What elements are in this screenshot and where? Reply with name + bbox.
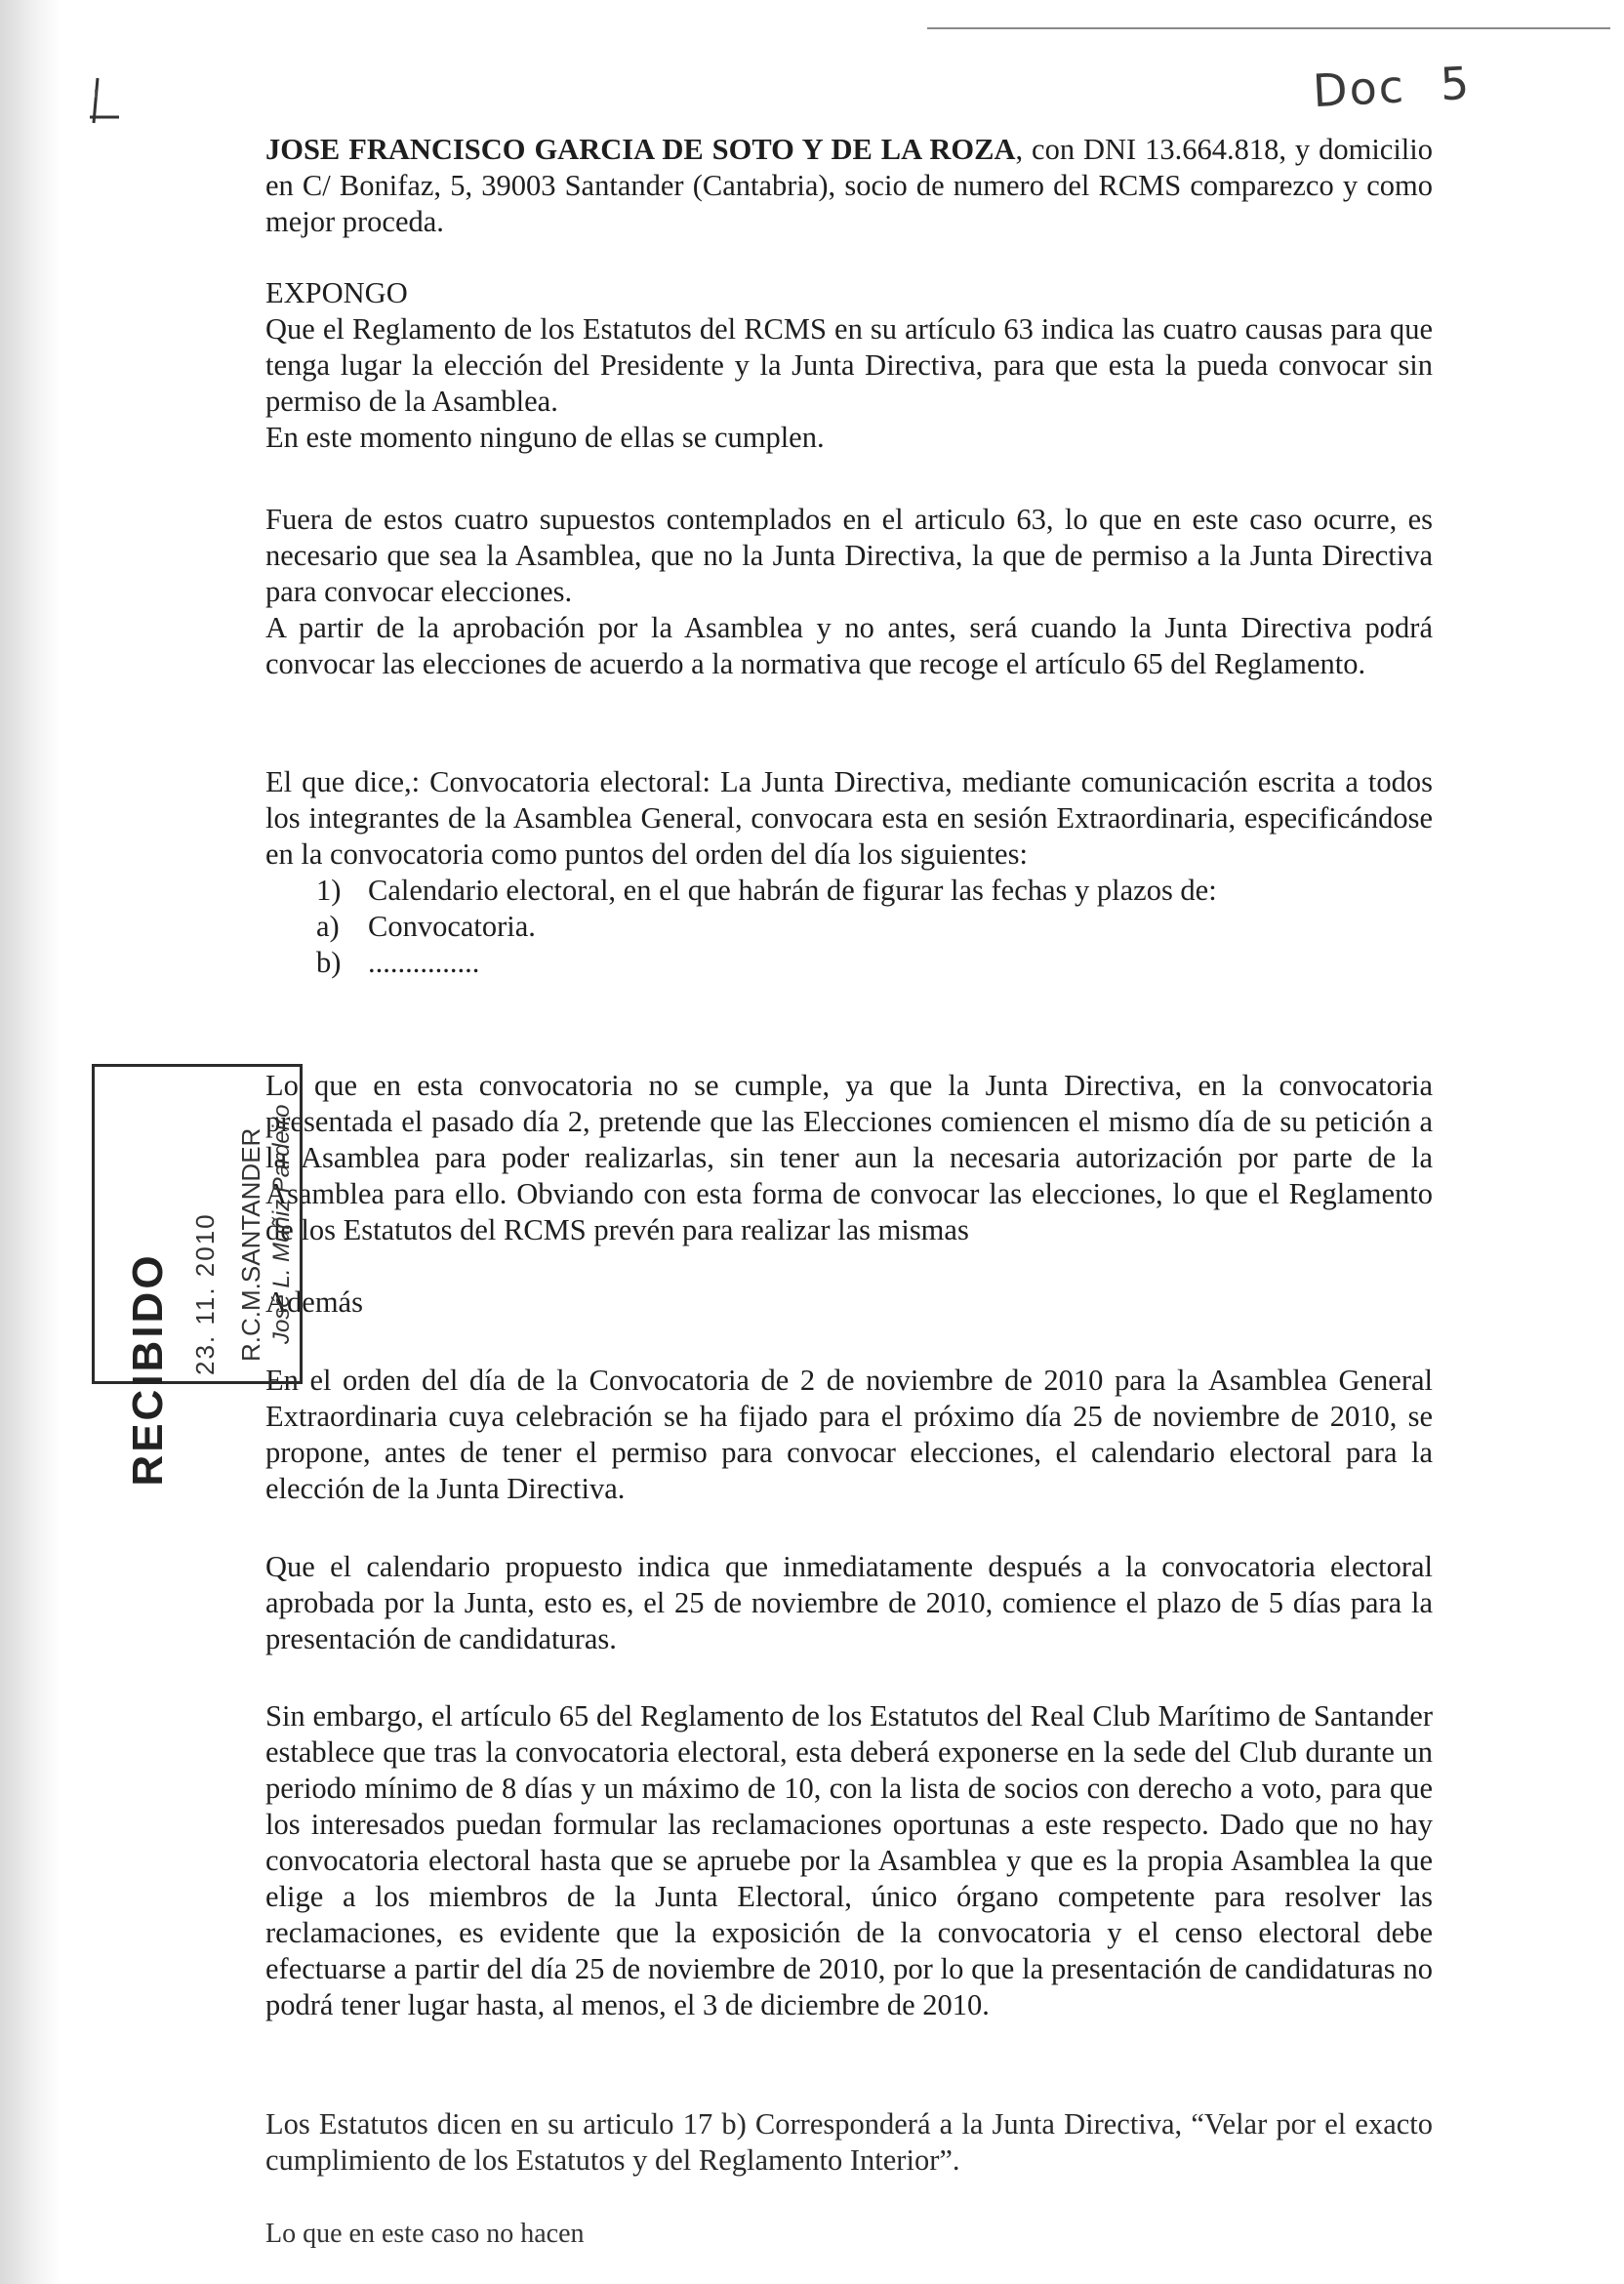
list-item-1-text: Calendario electoral, en el que habrán de figurar las fechas y plazos de: (368, 874, 1217, 907)
list-item-b-number: b) (316, 946, 342, 979)
ademas-paragraph-5: Lo que en este caso no hacen (265, 2219, 585, 2249)
expongo-paragraph-1: Que el Reglamento de los Estatutos del RCMS en su artículo 63 indica las cuatro causas para que tenga lugar la elección del Presidente y la Junta Directiva, para que esta la pueda convocar sin permiso de la Asamblea. (265, 312, 1433, 418)
stamp-signature: José L. Muñiz Pardeiro (268, 1104, 295, 1344)
handwritten-corner-mark (84, 74, 142, 133)
intro-name: JOSE FRANCISCO GARCIA DE SOTO Y DE LA ROZA (265, 133, 1016, 166)
stamp-date: 23. 11. 2010 (190, 1212, 220, 1375)
doc-number-text: 5 (1439, 56, 1473, 111)
received-stamp (92, 1064, 303, 1487)
expongo-paragraph-2: En este momento ninguno de ellas se cumplen. (265, 421, 825, 454)
ademas-heading: Además (265, 1285, 363, 1319)
list-item-b-text: ............... (368, 946, 480, 979)
fuera-paragraph-1: Fuera de estos cuatro supuestos contemplados en el articulo 63, lo que en este caso ocurre, es necesario que sea la Asamblea, que no la Junta Directiva, la que de permiso a la Junta Directiva para convocar elecciones. (265, 503, 1433, 608)
handwritten-doc-label (1312, 57, 1473, 117)
list-item-a-number: a) (316, 910, 340, 943)
intro-rest: , con DNI 13.664.818, y domicilio en C/ Bonifaz, 5, 39003 Santander (Cantabria), socio de numero del RCMS comparezco y como mejor proceda. (265, 133, 1434, 238)
ademas-paragraph-4: Los Estatutos dicen en su articulo 17 b) Corresponderá a la Junta Directiva, “Velar por el exacto cumplimiento de los Estatutos y del Reglamento Interior”. (265, 2107, 1433, 2177)
ademas-paragraph-1: En el orden del día de la Convocatoria de 2 de noviembre de 2010 para la Asamblea General Extraordinaria cuya celebración se ha fijado para el próximo día 25 de noviembre de 2010, se propone, antes de tener el permiso para convocar elecciones, el calendario electoral para la elección de la Junta Directiva. (265, 1364, 1433, 1505)
ademas-paragraph-2: Que el calendario propuesto indica que inmediatamente después a la convocatoria electoral aprobada por la Junta, esto es, el 25 de noviembre de 2010, comience el plazo de 5 días para la presentación de candidaturas. (265, 1550, 1433, 1655)
dice-paragraph: El que dice,: Convocatoria electoral: La Junta Directiva, mediante comunicación escrita a todos los integrantes de la Asamblea General, convocara esta en sesión Extraordinaria, especificándose en la convocatoria como puntos del orden del día los siguientes: (265, 765, 1433, 871)
fuera-paragraph-2: A partir de la aprobación por la Asamblea y no antes, será cuando la Junta Directiva podrá convocar las elecciones de acuerdo a la normativa que recoge el artículo 65 del Reglamento. (265, 611, 1433, 680)
lo-que-paragraph: Lo que en esta convocatoria no se cumple, ya que la Junta Directiva, en la convocatoria presentada el pasado día 2, pretende que las Elecciones comiencen el mismo día de su petición a la Asamblea para poder realizarlas, sin tener aun la necesaria autorización por parte de la Asamblea para ello. Obviando con esta forma de convocar las elecciones, lo que el Reglamento de los Estatutos del RCMS prevén para realizar las mismas (265, 1069, 1433, 1246)
stamp-club: R.C.M.SANTANDER (236, 1127, 265, 1362)
scan-top-line (927, 27, 1610, 29)
expongo-heading: EXPONGO (265, 276, 408, 309)
scan-edge-shadow (0, 0, 61, 2284)
intro-paragraph (265, 132, 1433, 240)
doc-label-text: Doc (1311, 60, 1407, 118)
ademas-paragraph-3: Sin embargo, el artículo 65 del Reglamento de los Estatutos del Real Club Marítimo de Santander establece que tras la convocatoria electoral, esta deberá exponerse en la sede del Club durante un periodo mínimo de 8 días y un máximo de 10, con la lista de socios con derecho a voto, para que los interesados puedan formular las reclamaciones oportunas a este respecto. Dado que no hay convocatoria electoral hasta que se apruebe por la Asamblea y que es la propia Asamblea la que elige a los miembros de la Junta Electoral, único órgano competente para resolver las reclamaciones, es evidente que la exposición de la convocatoria y el censo electoral debe efectuarse a partir del día 25 de noviembre de 2010, por lo que la presentación de candidaturas no podrá tener lugar hasta, al menos, el 3 de diciembre de 2010. (265, 1699, 1433, 2021)
list-item-1-number: 1) (316, 874, 342, 907)
list-item-a-text: Convocatoria. (368, 910, 536, 943)
stamp-title: RECIBIDO (124, 1252, 172, 1487)
